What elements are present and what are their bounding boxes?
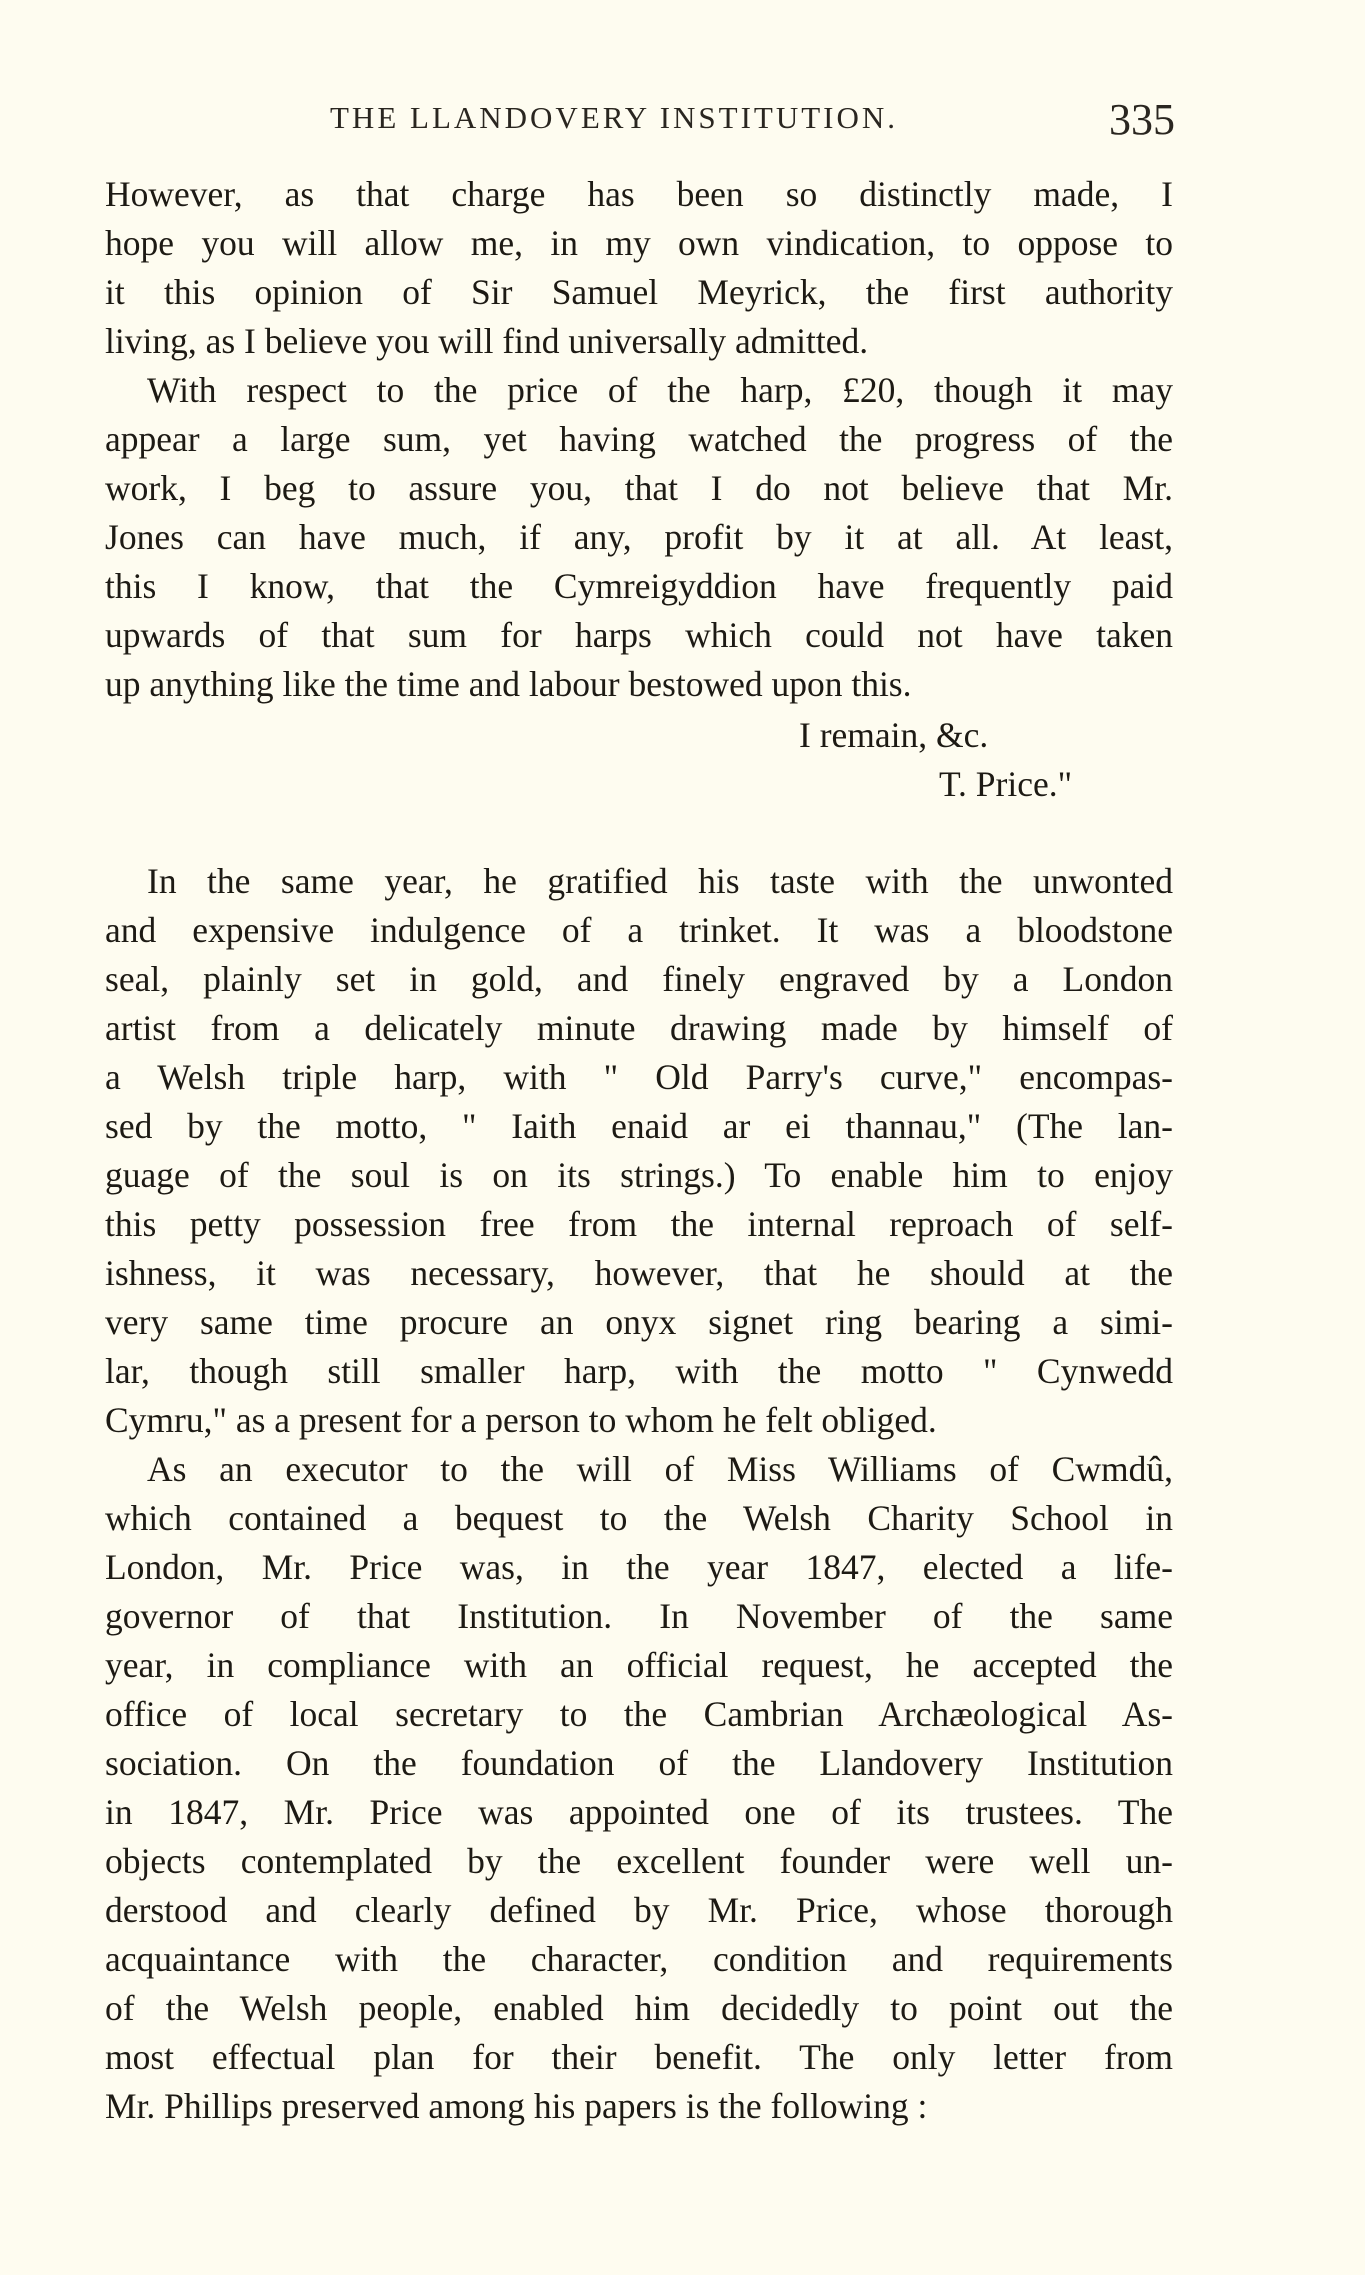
body-line: which contained a bequest to the Welsh Charity School in xyxy=(105,1498,1173,1538)
letter-line: work, I beg to assure you, that I do not believe that Mr. xyxy=(105,468,1173,508)
body-line: lar, though still smaller harp, with the motto " Cynwedd xyxy=(105,1351,1173,1391)
letter-line: this I know, that the Cymreigyddion have frequently paid xyxy=(105,566,1173,606)
body-line: seal, plainly set in gold, and finely engraved by a London xyxy=(105,959,1173,999)
body-line: sed by the motto, " Iaith enaid ar ei thannau," (The lan- xyxy=(105,1106,1173,1146)
body-line: As an executor to the will of Miss Williams of Cwmdû, xyxy=(147,1449,1173,1489)
body-line: acquaintance with the character, condition and requirements xyxy=(105,1939,1173,1979)
letter-line: upwards of that sum for harps which could not have taken xyxy=(105,615,1173,655)
body-line: sociation. On the foundation of the Llandovery Institution xyxy=(105,1743,1173,1783)
body-line: in 1847, Mr. Price was appointed one of its trustees. The xyxy=(105,1792,1173,1832)
page-number: 335 xyxy=(1109,95,1175,144)
body-line: most effectual plan for their benefit. The only letter from xyxy=(105,2037,1173,2077)
body-line: governor of that Institution. In November of the same xyxy=(105,1596,1173,1636)
letter-line: up anything like the time and labour bestowed upon this. xyxy=(105,664,912,704)
letter-line: it this opinion of Sir Samuel Meyrick, the first authority xyxy=(105,272,1173,312)
letter-line: hope you will allow me, in my own vindication, to oppose to xyxy=(105,223,1173,263)
body-line: office of local secretary to the Cambrian Archæological As- xyxy=(105,1694,1173,1734)
letter-line: living, as I believe you will find universally admitted. xyxy=(105,321,869,361)
letter-line: With respect to the price of the harp, £20, though it may xyxy=(147,370,1173,410)
body-line: very same time procure an onyx signet ring bearing a simi- xyxy=(105,1302,1173,1342)
body-line: Mr. Phillips preserved among his papers is the following : xyxy=(105,2086,928,2126)
page-header xyxy=(105,94,1175,154)
body-line: and expensive indulgence of a trinket. It was a bloodstone xyxy=(105,910,1173,950)
letter-line: However, as that charge has been so distinctly made, I xyxy=(105,174,1173,214)
body-line: year, in compliance with an official request, he accepted the xyxy=(105,1645,1173,1685)
letter-line: Jones can have much, if any, profit by it at all. At least, xyxy=(105,517,1173,557)
body-line: Cymru," as a present for a person to whom he felt obliged. xyxy=(105,1400,937,1440)
body-line: objects contemplated by the excellent founder were well un- xyxy=(105,1841,1173,1881)
letter-salutation: I remain, &c. xyxy=(799,715,989,755)
body-line: a Welsh triple harp, with " Old Parry's curve," encompas- xyxy=(105,1057,1173,1097)
letter-line: appear a large sum, yet having watched the progress of the xyxy=(105,419,1173,459)
body-line: In the same year, he gratified his taste with the unwonted xyxy=(147,861,1173,901)
body-line: of the Welsh people, enabled him decidedly to point out the xyxy=(105,1988,1173,2028)
body-line: London, Mr. Price was, in the year 1847, elected a life- xyxy=(105,1547,1173,1587)
body-line: this petty possession free from the internal reproach of self- xyxy=(105,1204,1173,1244)
letter-signature: T. Price." xyxy=(939,764,1073,804)
running-title: THE LLANDOVERY INSTITUTION. xyxy=(330,100,899,135)
body-line: guage of the soul is on its strings.) To enable him to enjoy xyxy=(105,1155,1173,1195)
body-line: ishness, it was necessary, however, that he should at the xyxy=(105,1253,1173,1293)
body-line: artist from a delicately minute drawing made by himself of xyxy=(105,1008,1173,1048)
body-line: derstood and clearly defined by Mr. Price, whose thorough xyxy=(105,1890,1173,1930)
